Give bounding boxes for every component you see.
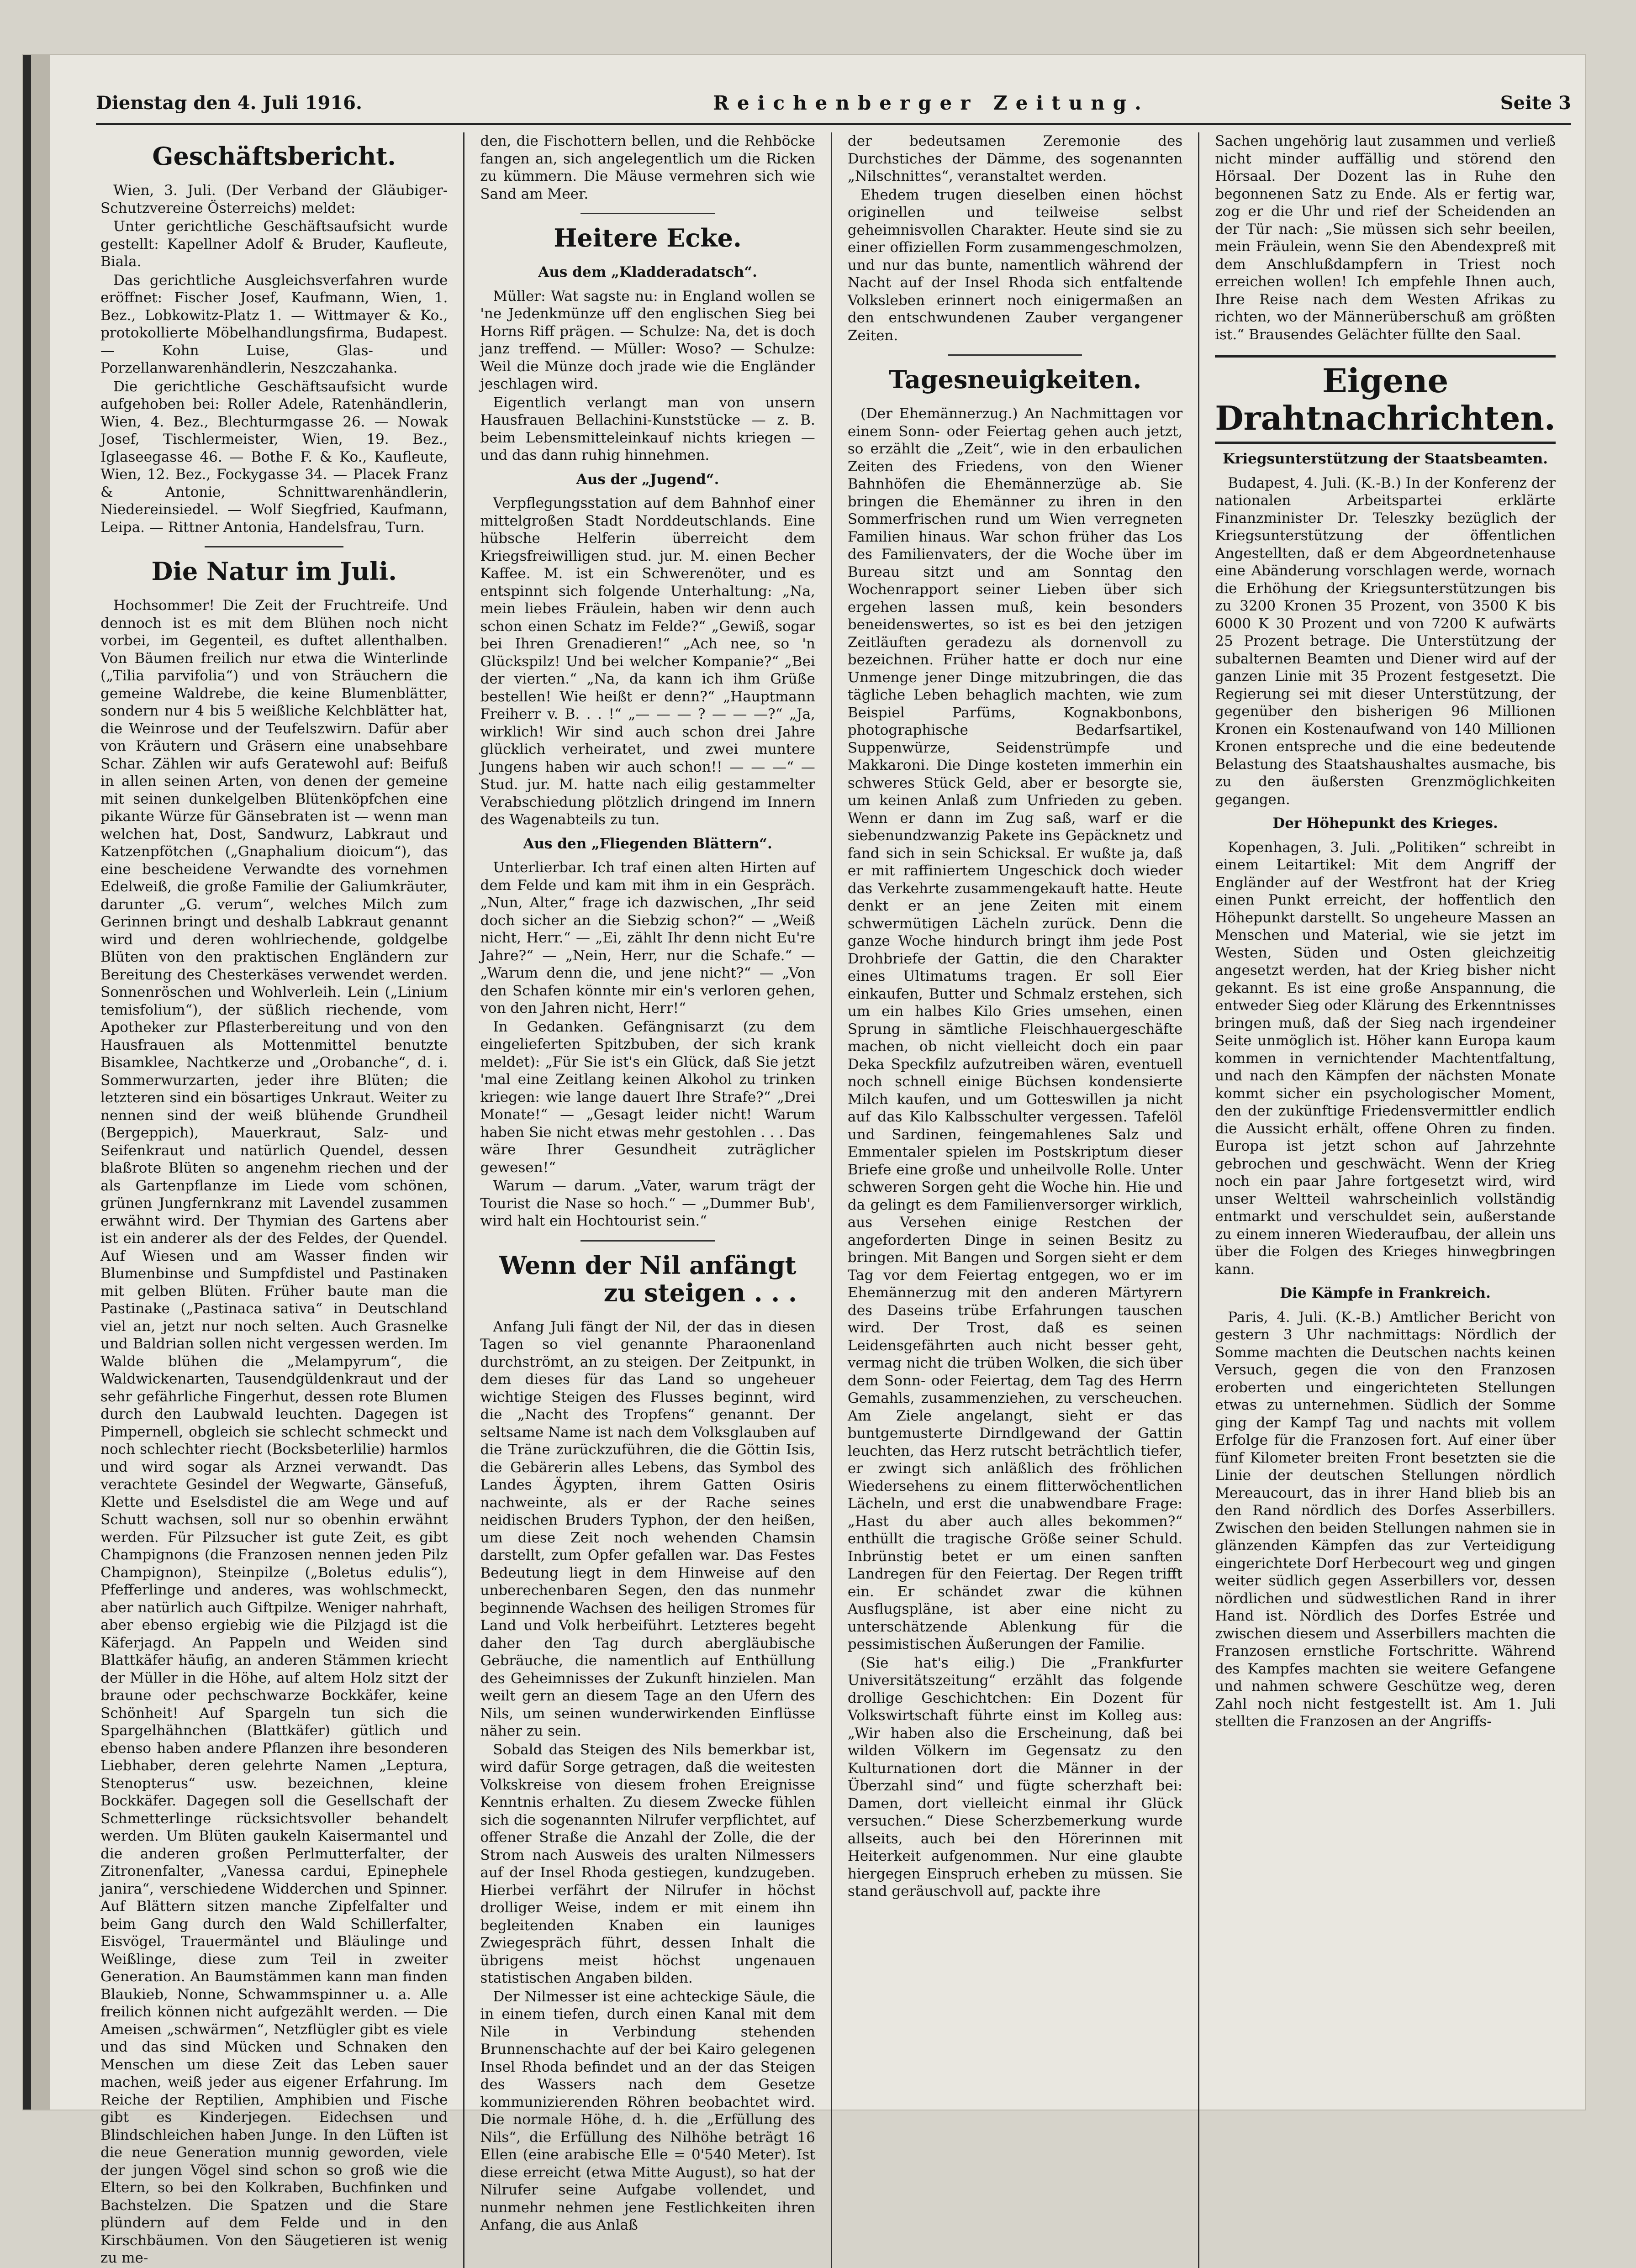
news-continuation: Sachen ungehörig laut zusammen und verließ nicht minder auffällig und störend den Hörsaal. Der Dozent las in Ruhe den begonnenen Satz zu Ende. Als er fertig war, zog er die Uhr und rief der Scheidenden an der Tür nach: „Sie müssen sich sehr beeilen, mein Fräulein, wenn Sie den Abendexpreß mit dem Anschlußdampfern in Triest noch erreichen wollen! Ich empfehle Ihnen auch, Ihre Reise nach dem Westen Afrikas zu richten, wo der Männerüberschuß am größten ist.“ Brausendes Gelächter füllte den Saal. (1215, 133, 1556, 343)
nile-heading-line1: Wenn der Nil anfängt (499, 1250, 797, 1280)
wire-sub-2: Der Höhepunkt des Krieges. (1272, 815, 1498, 831)
nile-p2: Sobald das Steigen des Nils bemerkbar ist, wird dafür Sorge getragen, daß die weitesten Volkskreise von diesem frohen Ereignisse Kenntnis erhalten. Zu diesem Zwecke fühlen sich die sogenannten Nilrufer verpflichtet, auf offener Straße die Anzahl der Zolle, die der Strom nach Ausweis des uralten Nilmessers auf der Insel Rhoda gestiegen, kundzugeben. Hierbei verfährt der Nilrufer in höchst drolliger Weise, indem er mit einem ihn begleitenden Knaben ein launiges Zwiegespräch führt, dessen Inhalt die übrigens meist höchst ungenauen statistischen Angaben bilden. (480, 1741, 815, 1986)
business-p1: Wien, 3. Juli. (Der Verband der Gläubiger-Schutzvereine Österreichs) meldet: (100, 182, 448, 216)
news-p1: (Der Ehemännerzug.) An Nachmittagen vor einem Sonn- oder Feiertag gehen auch jetzt, so erzählt die „Zeit“, wie in den erbaulichen Zeiten des Friedens, von den Wiener Bahnhöfen die Ehemännerzüge ab. Sie bringen die Ehemänner zu ihren in den Sommerfrischen rund um Wien verregneten Familien hinaus. War schon früher das Los des Familienvaters, der die Woche über im Bureau sitzt und am Sonntag den Wochenrapport seiner Lieben über sich ergehen lassen muß, kein besonders beneidenswertes, so ist es bei den jetzigen Zeitläuften geradezu als dornenvoll zu bezeichnen. Früher hatte er doch nur eine Unmenge jener Dinge mitzubringen, die das tägliche Leben behaglich machten, wie zum Beispiel Parfüms, Kognakbonbons, photographische Bedarfsartikel, Suppenwürze, Seidenstrümpfe und Makkaroni. Die Dinge kosteten immerhin ein schweres Stück Geld, aber er besorgte sie, um keinen Anlaß zum Unfrieden zu geben. Wenn er dann im Zug saß, warf er die siebenundzwanzig Pakete ins Gepäcknetz und fand sich in sein Schicksal. Er wußte ja, daß er mit raffiniertem Ungeschick doch wieder das Verkehrte zusammengekauft hatte. Heute denkt er an jene Zeiten mit einem schwermütigen Lächeln zurück. Denn die ganze Woche hindurch bringt ihm jede Post Drohbriefe der Gattin, die den Charakter eines Ultimatums tragen. Er soll Eier einkaufen, Butter und Schmalz erstehen, sich um ein halbes Kilo Gries umsehen, einen Sprung in sämtliche Fleischhauergeschäfte machen, ob nicht vielleicht doch ein paar Deka Speckfilz aufzutreiben wären, eventuell noch schnell einige Büchsen kondensierte Milch kaufen, und um Gotteswillen ja nicht auf das Kilo Kalbsschulter vergessen. Tafelöl und Sardinen, feingemahlenes Salz und Emmentaler spielen im Postskriptum dieser Briefe eine große und unheilvolle Rolle. Unter schweren Sorgen geht die Woche hin. Hie und da gelingt es dem Familienversorger wirklich, aus Versehen einige Restchen der angeforderten Dinge in seinen Besitz zu bringen. Mit Bangen und Sorgen sieht er dem Tag vor dem Feiertag entgegen, wo er im Ehemännerzug mit den anderen Märtyrern des Daseins trübe Erfahrungen tauschen wird. Der Trost, daß es seinen Leidensgefährten auch nicht besser geht, vermag nicht die trüben Wolken, die sich über dem Sonn- oder Feiertag, dem Tag des Herrn Gemahls, zusammenziehen, zu verscheuchen. Am Ziele angelangt, sieht er das buntgemusterte Dirndlgewand der Gattin leuchten, das Herz rutscht beträchtlich tiefer, er zwingt sich anläßlich des fröhlichen Wiedersehens zu einem flitterwöchentlichen Lächeln, und erst die unabwendbare Frage: „Hast du aber auch alles bekommen?“ enthüllt die tragische Größe seiner Schuld. Inbrünstig betet er um einen sanften Landregen für den Feiertag. Der Regen trifft ein. Er schändet zwar die kühnen Ausflugspläne, ist aber eine nicht zu unterschätzende Ablenkung für die pessimistischen Äußerungen der Familie. (847, 405, 1183, 1652)
nile-p3: Der Nilmesser ist eine achteckige Säule, die in einem tiefen, durch einen Kanal mit dem Nile in Verbindung stehenden Brunnenschachte auf der bei Kairo gelegenen Insel Rhoda befindet und an der das Steigen des Wassers nach dem Gesetze kommunizierenden Röhren beobachtet wird. Die normale Höhe, d. h. die „Erfüllung des Nils“, die Erfüllung des Nilhöhe beträgt 16 Ellen (eine arabische Elle = 0'540 Meter). Ist diese erreicht (etwa Mitte August), so hat der Nilrufer seine Aufgabe vollendet, und nunmehr nehmen jene Festlichkeiten ihren Anfang, die aus Anlaß (480, 1988, 815, 2233)
nile-continuation-2: Ehedem trugen dieselben einen höchst originellen und teilweise selbst geheimnisvollen Charakter. Heute sind sie zu einer offiziellen Form zusammengeschmolzen, und nur das bunte, namentlich während der Nacht auf der Insel Rhoda sich entfaltende Volksleben erinnert noch einigermaßen an den entschwundenen Zauber vergangener Zeiten. (847, 186, 1183, 344)
divider (948, 354, 1082, 356)
humor-p2: Eigentlich verlangt man von unsern Hausfrauen Bellachini-Kunststücke — z. B. beim Lebensmitteleinkauf nichts kriegen — und das dann ruhig hinnehmen. (480, 394, 815, 463)
humor-p6: Warum — darum. „Vater, warum trägt der Tourist die Nase so hoch.“ — „Dummer Bub', wird halt ein Hochtourist sein.“ (480, 1178, 815, 1229)
nature-heading: Die Natur im Juli. (151, 557, 397, 586)
news-heading: Tagesneuigkeiten. (888, 365, 1142, 394)
humor-p5: In Gedanken. Gefängnisarzt (zu dem eingelieferten Spitzbuben, der sich krank meldet): „Für Sie ist's ein Glück, daß Sie jetzt 'mal eine Zeitlang keinen Alkohol zu trinken kriegen: wie lange dauert Ihre Strafe?“ „Drei Monate!“ — „Gesagt leider nicht! Warum haben Sie nicht etwas mehr gestohlen . . . Das wäre Ihrer Gesundheit zuträglicher gewesen!“ (480, 1018, 815, 1176)
business-p3: Das gerichtliche Ausgleichsverfahren wurde eröffnet: Fischer Josef, Kaufmann, Wien, 1. Bez., Lobkowitz-Platz 1. — Wittmayer & Ko., protokollierte Möbelhandlungsfirma, Budapest. — Kohn Luise, Glas- und Porzellanwarenhändlerin, Neszczahanka. (100, 272, 448, 376)
wire-p2: Kopenhagen, 3. Juli. „Politiken“ schreibt in einem Leitartikel: Mit dem Angriff der Engländer auf der Westfront hat der Krieg einen Punkt erreicht, der hoffentlich den Höhepunkt darstellt. So ungeheure Massen an Menschen und Material, wie sie jetzt im Westen, Süden und Osten gleichzeitig angesetzt werden, hat der Krieg bisher nicht gekannt. Es ist eine große Anspannung, die entweder Sieg oder Klärung des Erkenntnisses bringen muß, daß der Sieg nach irgendeiner Seite unmöglich ist. Höher kann Europa kaum kommen in vernichtender Machtentfaltung, und nach den Kämpfen der nächsten Monate kommt sicher ein psychologischer Moment, den der zukünftige Friedensvermittler endlich die Aussicht erhält, offene Ohren zu finden. Europa ist jetzt schon auf Jahrzehnte gebrochen und geschwächt. Wenn der Krieg noch ein paar Jahre fortgesetzt wird, wird unser Weltteil wahrscheinlich vollständig entmarkt und verschuldet sein, außerstande zu einem inneren Wiederaufbau, der allein uns über die Folgen des Krieges hinwegbringen kann. (1215, 839, 1556, 1278)
column-4 (1198, 132, 1571, 2268)
wire-news-heading: Eigene Drahtnachrichten. (1215, 355, 1556, 444)
column-1 (96, 132, 463, 2268)
humor-source-3: Aus den „Fliegenden Blättern“. (523, 835, 772, 852)
newspaper-page (23, 55, 1585, 2266)
nile-p1: Anfang Juli fängt der Nil, der das in diesen Tagen so viel genannte Pharaonenland durchströmt, an zu steigen. Der Zeitpunkt, in dem dieses für das Land so ungeheuer wichtige Steigen des Flusses beginnt, wird die „Nacht des Tropfens“ genannt. Der seltsame Name ist nach dem Volksglauben auf die Träne zurückzuführen, die die Göttin Isis, die Gebärerin alles Lebens, das Symbol des Landes Ägypten, ihrem Gatten Osiris nachweinte, als er der Rache seines neidischen Bruders Typhon, der den heißen, um diese Zeit noch wehenden Chamsin darstellt, zum Opfer gefallen war. Das Festes Bedeutung liegt in dem Hinweise auf den unberechenbaren Segen, den das nunmehr beginnende Wachsen des heiligen Stromes für Land und Volk herbeiführt. Letzteres begeht daher den Tag durch abergläubische Gebräuche, die namentlich auf Enthüllung des Geheimnisses der Zukunft hinzielen. Man weilt gern an diesem Tage an den Ufern des Nils, um seinen wunderwirkenden Einflüsse näher zu sein. (480, 1318, 815, 1739)
humor-source-1: Aus dem „Kladderadatsch“. (538, 264, 757, 280)
column-3 (831, 132, 1198, 2268)
nature-continuation: den, die Fischottern bellen, und die Rehböcke fangen an, sich angelegentlich um die Ricken zu kümmern. Die Mäuse vermehren sich wie Sand am Meer. (480, 133, 815, 202)
divider (581, 213, 714, 214)
humor-p1: Müller: Wat sagste nu: in England wollen se 'ne Jedenkmünze uff den englischen Sieg bei Horns Riff prägen. — Schulze: Na, det is doch janz treffend. — Müller: Woso? — Schulze: Weil die Münze doch jrade wie die Engländer jeschlagen wird. (480, 288, 815, 392)
business-report-heading: Geschäftsbericht. (152, 142, 396, 171)
wire-sub-1: Kriegsunterstützung der Staatsbeamten. (1223, 451, 1548, 467)
page-header (96, 82, 1571, 125)
divider (205, 546, 343, 547)
torn-edge (23, 55, 50, 2110)
humor-heading: Heitere Ecke. (554, 223, 742, 253)
column-2 (463, 132, 830, 2268)
divider (581, 1240, 714, 1242)
nile-continuation-1: der bedeutsamen Zeremonie des Durchstiches der Dämme, des sogenannten „Nilschnittes“, veranstaltet werden. (847, 133, 1183, 184)
business-p2: Unter gerichtliche Geschäftsaufsicht wurde gestellt: Kapellner Adolf & Bruder, Kaufleute, Biala. (100, 218, 448, 270)
wire-sub-3: Die Kämpfe in Frankreich. (1280, 1285, 1491, 1301)
wire-p1: Budapest, 4. Juli. (K.-B.) In der Konferenz der nationalen Arbeitspartei erklärte Finanzminister Dr. Teleszky bezüglich der Kriegsunterstützung der öffentlichen Angestellten, daß er dem Abgeordnetenhause eine Abänderung vorschlagen werde, wornach die Erhöhung der Kriegsunterstützungen bis zu 3200 Kronen 35 Prozent, von 3500 K bis 6000 K 30 Prozent und von 7200 K aufwärts 25 Prozent betrage. Die Unterstützung der subalternen Beamten und Diener wird auf der ganzen Linie mit 35 Prozent festgesetzt. Die Regierung sei mit dieser Unterstützung, der gegenüber den bisherigen 96 Millionen Kronen ein Kostenaufwand von 140 Millionen Kronen entspreche und die eine bedeutende Belastung des Staatshaushaltes ausmache, bis zu den äußersten Grenzmöglichkeiten gegangen. (1215, 474, 1556, 808)
page-number: Seite 3 (1500, 92, 1571, 114)
humor-p4: Unterlierbar. Ich traf einen alten Hirten auf dem Felde und kam mit ihm in ein Gespräch. „Nun, Alter,“ frage ich dazwischen, „Ihr seid doch sicher an die Siebzig schon?“ — „Weiß nicht, Herr.“ — „Ei, zählt Ihr denn nicht Eu're Jahre?“ — „Nein, Herr, nur die Schafe.“ — „Warum denn die, und jene nicht?“ — „Von den Schafen könnte mir ein's verloren gehen, von den Jahren nicht, Herr!“ (480, 859, 815, 1016)
humor-source-2: Aus der „Jugend“. (576, 471, 719, 488)
humor-p3: Verpflegungsstation auf dem Bahnhof einer mittelgroßen Stadt Norddeutschlands. Eine hübsche Helferin überreicht dem Kriegsfreiwilligen stud. jur. M. einen Becher Kaffee. M. ist ein Schwerenöter, und es entspinnt sich folgende Unterhaltung: „Na, mein liebes Fräulein, haben wir denn auch schon einen Schatz im Felde?“ „Gewiß, sogar bei Ihren Grenadieren!“ „Ach nee, so 'n Glückspilz! Und bei welcher Kompanie?“ „Bei der vierten.“ „Na, da kann ich ihm Grüße bestellen! Wie heißt er denn?“ „Hauptmann Freiherr v. B. . . !“ „— — — ? — — —?“ „Ja, wirklich! Wir sind auch schon drei Jahre glücklich verheiratet, und zwei muntere Jungens haben wir auch schon!! — — —“ — Stud. jur. M. hatte nach eilig gestammelter Verabschiedung plötzlich dringend im Innern des Wagenabteils zu tun. (480, 495, 815, 828)
news-p2: (Sie hat's eilig.) Die „Frankfurter Universitätszeitung“ erzählt das folgende drollige Geschichtchen: Ein Dozent für Volkswirtschaft führte einst im Kolleg aus: „Wir haben also die Erscheinung, daß bei wilden Völkern im Gegensatz zu den Kulturnationen dort die Männer in der Überzahl sind“ und fügte scherzhaft bei: Damen, dort vielleicht einmal ihr Glück versuchen.“ Diese Scherzbemerkung wurde allseits, auch bei den Hörerinnen mit Heiterkeit aufgenommen. Nur eine glaubte hiergegen Einspruch erheben zu müssen. Sie stand geräuschvoll auf, packte ihre (847, 1654, 1183, 1900)
business-p4: Die gerichtliche Geschäftsaufsicht wurde aufgehoben bei: Roller Adele, Ratenhändlerin, Wien, 4. Bez., Blechturmgasse 26. — Nowak Josef, Tischlermeister, Wien, 19. Bez., Iglaseegasse 46. — Bothe F. & Ko., Kaufleute, Wien, 12. Bez., Fockygasse 34. — Placek Franz & Antonie, Schnittwarenhändlerin, Niedereinsiedel. — Wolf Siegfried, Kaufmann, Leipa. — Rittner Antonia, Handelsfrau, Turn. (100, 378, 448, 536)
wire-p3: Paris, 4. Juli. (K.-B.) Amtlicher Bericht von gestern 3 Uhr nachmittags: Nördlich der Somme machten die Deutschen nachts keinen Versuch, gegen die von den Franzosen eroberten und eingerichteten Stellungen etwas zu unternehmen. Südlich der Somme ging der Kampf Tag und nachts mit vollem Erfolge für die Franzosen fort. Auf einer über fünf Kilometer breiten Front besetzten sie die Linie der deutschen Stellungen nördlich Mereaucourt, das in ihrer Hand blieb bis an den Rand nördlich des Dorfes Asserbillers. Zwischen den beiden Stellungen nahmen sie in glänzenden Kämpfen das zur Verteidigung eingerichtete Dorf Herbecourt weg und gingen weiter südlich gegen Asserbillers vor, dessen nördlichen und südwestlichen Rand in ihrer Hand ist. Nördlich des Dorfes Estrée und zwischen diesem und Asserbillers machten die Franzosen ernstliche Fortschritte. Während des Kampfes machten sie weitere Gefangene und nahmen schwere Geschütze weg, deren Zahl noch nicht festgestellt ist. Am 1. Juli stellten die Franzosen an der Angriffs- (1215, 1309, 1556, 1730)
masthead: Reichenberger Zeitung. (712, 91, 1150, 114)
nature-p1: Hochsommer! Die Zeit der Fruchtreife. Und dennoch ist es mit dem Blühen noch nicht vorbei, im Gegenteil, es duftet allenthalben. Von Bäumen freilich nur etwa die Winterlinde („Tilia parvifolia“) und von Sträuchern die gemeine Waldrebe, die keine Blumenblätter, sondern nur 4 bis 5 weißliche Kelchblätter hat, die Weinrose und der Teufelszwirn. Dafür aber von Kräutern und Gräsern eine unabsehbare Schar. Zählen wir aufs Geratewohl auf: Beifuß in allen seinen Arten, von denen der gemeine mit seinen dunkelgelben Blütenköpfchen eine pikante Würze für Gänsebraten ist — wenn man welchen hat, Dost, Sandwurz, Labkraut und Katzenpfötchen („Gnaphalium dioicum“), das eine bescheidene Verwandte des vornehmen Edelweiß, die große Familie der Galiumkräuter, darunter „G. verum“, welches Milch zum Gerinnen bringt und deshalb Labkraut genannt wird und deren wohlriechende, goldgelbe Blüten von den praktischen Engländern zur Bereitung des Chesterkäses verwendet werden. Sonnenröschen und Wohlverleih. Lein („Linium temisfolium“), der süßlich riechende, vom Apotheker zur Pflasterbereitung und von den Hausfrauen als Mottenmittel benutzte Bisamklee, Nachtkerze und „Orobanche“, d. i. Sommerwurzarten, jeder ihre Blüten; die letzteren sind ein bösartiges Unkraut. Weiter zu nennen sind der weiß blühende Grundheil (Bergeppich), Mauerkraut, Salz- und Seifenkraut und natürlich Quendel, dessen blaßrote Blüten so angenehm riechen und der als Gartenpflanze im Liede vom schönen, grünen Jungfernkranz mit Lavendel zusammen erwähnt wird. Der Thymian des Gartens aber ist ein anderer als der des Feldes, der Quendel. Auf Wiesen und am Wasser finden wir Blumenbinse und Sumpfdistel und Pastinaken mit gelben Blüten. Früher baute man die Pastinake („Pastinaca sativa“ in Deutschland viel an, jetzt nur noch selten. Auch Grasnelke und Baldrian sollen nicht vergessen werden. Im Walde blühen die „Melampyrum“, die Waldwickenarten, Tausendgüldenkraut und der sehr gefährliche Fingerhut, dessen rote Blumen durch den Laubwald leuchten. Dagegen ist Pimpernell, obgleich sie schlecht schmeckt und noch schlechter riecht (Bocksbeterlilie) harmlos und wird sogar als Arznei verwandt. Das verachtete Gesindel der Wegwarte, Gänsefuß, Klette und Eselsdistel die am Wege und auf Schutt wachsen, soll nur so obenhin erwähnt werden. Für Pilzsucher ist gute Zeit, es gibt Champignons (die Franzosen nennen jeden Pilz Champignon), Steinpilze („Boletus edulis“), Pfefferlinge und anderes, was wohlschmeckt, aber natürlich auch Giftpilze. Weniger nahrhaft, aber ebenso ergiebig wie die Pilzjagd ist die Käferjagd. An Pappeln und Weiden sind Blattkäfer häufig, an anderen Stämmen kriecht der Müller in die Höhe, auf altem Holz sitzt der braune oder pechschwarze Bockkäfer, keine Schönheit! Auf Spargeln tun sich die Spargelhähnchen (Blattkäfer) gütlich und ebenso haben andere Pflanzen ihre besonderen Liebhaber, deren gelehrte Namen „Leptura, Stenopterus“ usw. bezeichnen, kleine Bockkäfer. Dagegen soll die Gesellschaft der Schmetterlinge rücksichtsvoller behandelt werden. Um Blüten gaukeln Kaisermantel und die anderen großen Perlmutterfalter, der Zitronenfalter, „Vanessa cardui, Epinephele janira“, verschiedene Widderchen und Spinner. Auf Blättern sitzen manche Zipfelfalter und beim Gang durch den Wald Schillerfalter, Eisvögel, Trauermäntel und Bläulinge und Weißlinge, diese zum Teil in zweiter Generation. An Baumstämmen kann man finden Blaukieb, Nonne, Schwammspinner u. a. Alle freilich können nicht aufgezählt werden. — Die Ameisen „schwärmen“, Netzflügler gibt es viele und das sind Mücken und Schnaken den Menschen um diese Zeit das Leben sauer machen, weiß jeder aus eigener Erfahrung. Im Reiche der Reptilien, Amphibien und Fische gibt es Kinderjegen. Eidechsen und Blindschleichen haben Junge. In den Lüften ist die neue Generation munnig geworden, viele der jungen Vögel sind schon so groß wie die Eltern, so bei den Kolkraben, Buchfinken und Bachstelzen. Die Spatzen und die Stare plündern auf dem Felde und in den Kirschbäumen. Von den Säugetieren ist wenig zu me- (100, 597, 448, 2266)
nile-heading-line2: zu steigen . . . (603, 1278, 797, 1307)
columns (96, 132, 1571, 2266)
issue-date: Dienstag den 4. Juli 1916. (96, 92, 362, 114)
